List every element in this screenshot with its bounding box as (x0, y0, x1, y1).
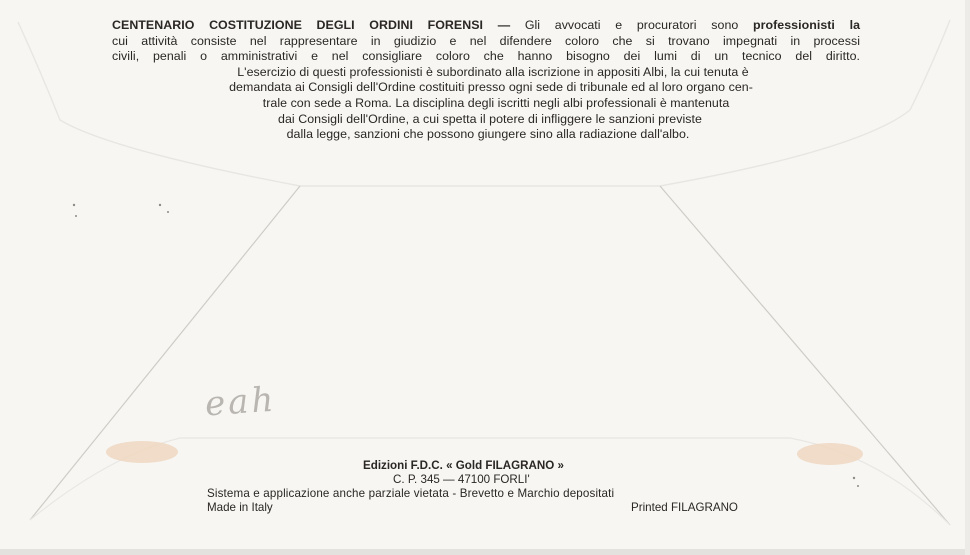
speckle (159, 204, 161, 206)
description-line-3: civili, penali o amministrativi e nel consigliare coloro che hanno bisogno dei lumi di un tecnico del diritto. (112, 49, 860, 64)
pencil-note: eah (203, 379, 278, 425)
rights-line: Sistema e applicazione anche parziale vietata - Brevetto e Marchio depositati (207, 487, 615, 500)
description-title: CENTENARIO COSTITUZIONE DEGLI ORDINI FORENSI (112, 18, 484, 32)
speckle (853, 477, 855, 479)
bottom-edge-shadow (0, 549, 970, 555)
description-line-7: dai Consigli dell'Ordine, a cui spetta il potere di infliggere le sanzioni previste (278, 111, 702, 126)
description-line-2: cui attività consiste nel rappresentare in giudizio e nel difendere coloro che si trovano impegnati in processi (112, 33, 860, 48)
title-dash: — (497, 18, 511, 32)
speckle (857, 485, 859, 487)
publisher-line: Edizioni F.D.C. « Gold FILAGRANO » (363, 459, 564, 472)
description-line-1-text: Gli avvocati e procuratori sono (524, 18, 739, 32)
description-line-1-bold-end: professionisti la (752, 18, 861, 32)
description-line-1 (112, 18, 860, 34)
origin-line: Made in Italy (207, 501, 273, 514)
speckle (73, 204, 75, 206)
speckle (75, 215, 77, 217)
speckle (167, 211, 169, 213)
description-line-6: trale con sede a Roma. La disciplina degli iscritti negli albi professionali è mantenuta (262, 95, 730, 110)
description-line-4: L'esercizio di questi professionisti è subordinato alla iscrizione in appositi Albi, la cui tenuta è (237, 64, 749, 79)
description-paragraph (112, 18, 860, 143)
address-line: C. P. 345 — 47100 FORLI' (393, 473, 530, 486)
description-line-8: dalla legge, sanzioni che possono giungere sino alla radiazione dall'albo. (286, 127, 690, 142)
description-line-5: demandata ai Consigli dell'Ordine costituiti presso ogni sede di tribunale ed al loro organo cen- (229, 80, 753, 95)
right-edge-shadow (965, 0, 970, 555)
glue-stain-left (106, 441, 178, 463)
glue-stain-right (797, 443, 863, 465)
printer-line: Printed FILAGRANO (631, 501, 738, 514)
